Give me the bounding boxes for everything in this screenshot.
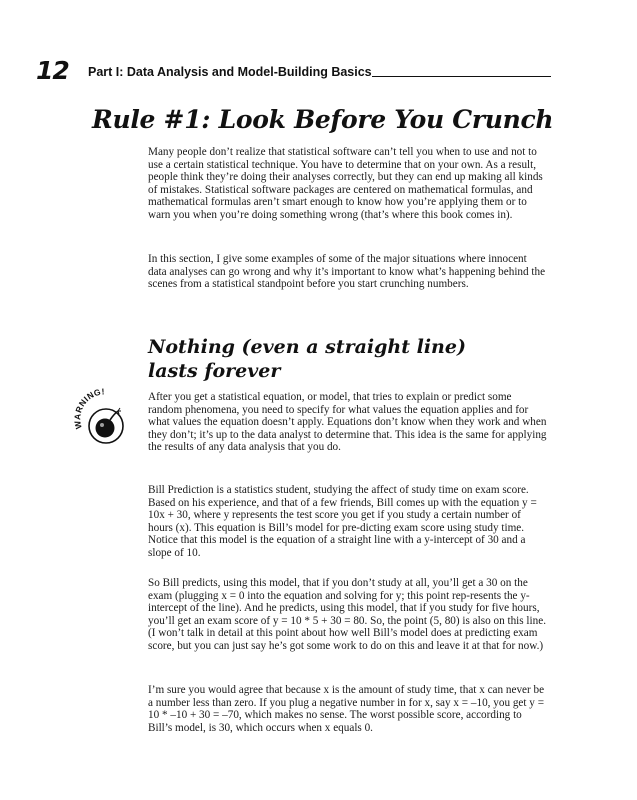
running-head: Part I: Data Analysis and Model-Building Basics <box>88 65 372 79</box>
section-paragraph-2 <box>148 253 548 291</box>
warning-label: RNING! <box>74 388 106 415</box>
section-paragraph-1 <box>148 146 548 222</box>
page-number: 12 <box>36 56 69 85</box>
header-rule <box>372 76 551 77</box>
paragraph-text: I’m sure you would agree that because x is the amount of study time, that x can never be a number less than zero. If you plug a negative number in for x, say x = –10, you get y = 10 * –10 + 30 = –70, which makes no sense. The worst possible score, according to Bill’s model, is 30, which occurs when x equals 0. <box>148 684 545 734</box>
subsection-paragraph-4 <box>148 684 548 734</box>
paragraph-text: Bill Prediction is a statistics student, studying the affect of study time on exam score. Based on his experience, and that of a few friends, Bill comes up with the equation y = 10x + 30, where y represents the test score you get if you study a certain number of hours (x). This equation is Bill’s model for pre-dicting exam score using study time. Notice that this model is the equation of a straight line with a y-intercept of 30 and a slope of 10. <box>148 484 537 559</box>
subsection-title-line-2: lasts forever <box>148 360 281 382</box>
subsection-title-line-1: Nothing (even a straight line) <box>148 336 466 358</box>
warning-icon <box>74 388 136 450</box>
paragraph-text: After you get a statistical equation, or model, that tries to explain or predict some random phenomena, you need to specify for what values the equation applies and for what values the equation doesn’t apply. Equations don’t know when they work and when they don’t; it’s up to the data analyst to determine that. This idea is the same for applying the results of any data analysis that you do. <box>148 391 547 454</box>
section-title: Rule #1: Look Before You Crunch <box>92 105 554 134</box>
paragraph-text: In this section, I give some examples of some of the major situations where innocent data analyses can go wrong and why it’s important to know what’s happening behind the scenes from a statistical standpoint before you start crunching numbers. <box>148 253 546 291</box>
paragraph-text: Many people don’t realize that statistical software can’t tell you when to use and not to use a certain statistical technique. You have to determine that on your own. As a result, people think they’re doing their analyses correctly, but they can end up making all kinds of mistakes. Statistical software packages are centered on mathematical formulas, and mathematical formulas aren’t smart enough to know how you’re applying them or to warn you when you’re doing something wrong (that’s where this book comes in). <box>148 146 543 221</box>
subsection-paragraph-3 <box>148 577 548 653</box>
subsection-paragraph-1 <box>148 391 548 454</box>
page-header <box>36 58 556 84</box>
subsection-title <box>148 335 468 383</box>
subsection-paragraph-2 <box>148 484 548 560</box>
paragraph-text: So Bill predicts, using this model, that if you don’t study at all, you’ll get a 30 on the exam (plugging x = 0 into the equation and solving for y; this point rep-resents the y-intercept of the line). And he predicts, using this model, that if you study for five hours, you’ll get an exam score of y = 10 * 5 + 30 = 80. So, the point (5, 80) is also on this line. (I won’t talk in detail at this point about how well Bill’s model does at predicting exam score, but you can just say he’s got some work to do on this and leave it at that for now.) <box>148 577 547 652</box>
